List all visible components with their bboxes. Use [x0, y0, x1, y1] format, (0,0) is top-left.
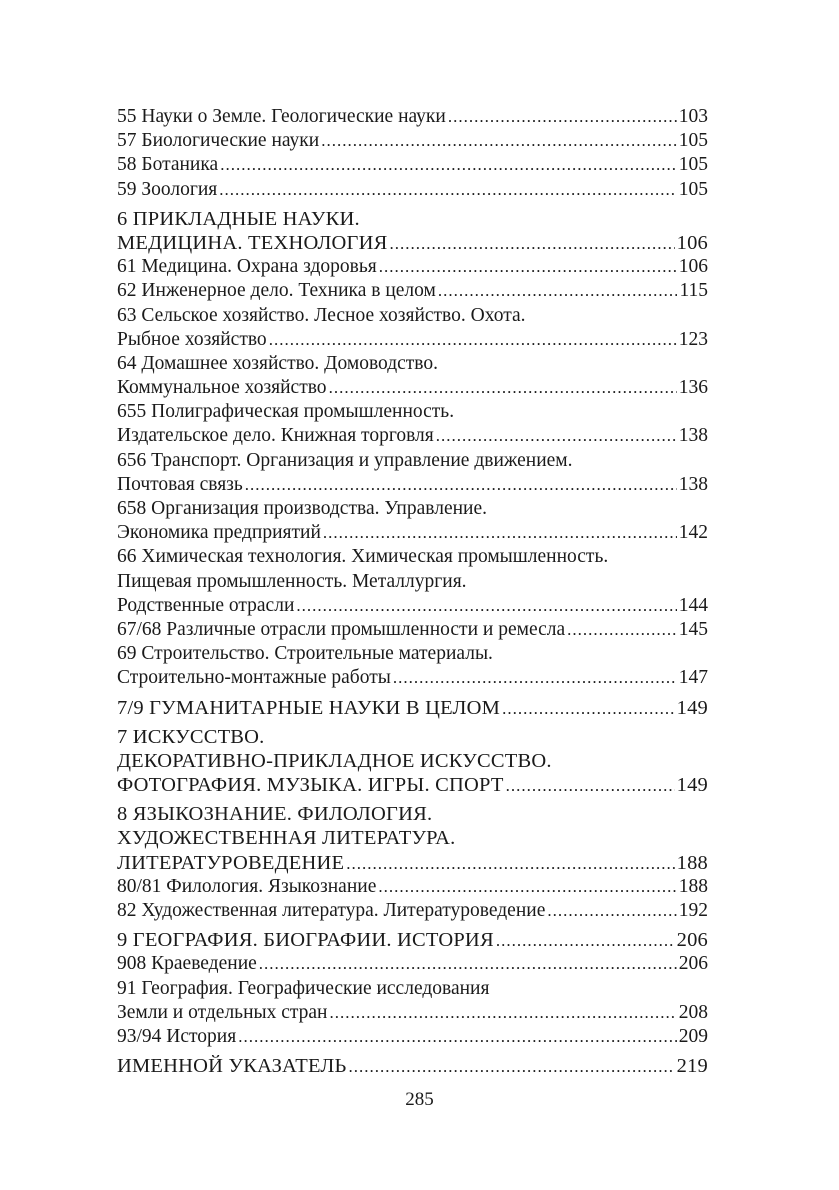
toc-entry-line — [117, 642, 708, 666]
toc-entry-line — [117, 618, 708, 642]
toc-section-line — [117, 802, 708, 826]
toc-entry-title: 658 Организация производства. Управление. — [117, 498, 488, 519]
toc-page-number: 105 — [678, 178, 708, 200]
toc-entry-title: 656 Транспорт. Организация и управление движением. — [117, 449, 573, 471]
toc-page-number: 106 — [678, 256, 708, 278]
toc-entry-title: 7/9 ГУМАНИТАРНЫЕ НАУКИ В ЦЕЛОМ — [117, 696, 501, 719]
toc-entry-title: Почтовая связь — [117, 473, 243, 495]
dot-leader — [349, 1055, 675, 1079]
toc-section-line — [117, 231, 708, 255]
toc-entry-title: 80/81 Филология. Языкознание — [117, 875, 377, 897]
page-number: 285 — [405, 1089, 434, 1110]
dot-leader — [219, 178, 676, 202]
toc-entry-line — [117, 899, 708, 923]
toc-page-number: 149 — [676, 696, 708, 719]
toc-entry-line — [117, 129, 708, 153]
toc-entry-line — [117, 352, 708, 376]
toc-page-number: 192 — [678, 900, 708, 921]
toc-entry-line — [117, 977, 708, 1001]
toc-entry-title: ИМЕННОЙ УКАЗАТЕЛЬ — [117, 1055, 347, 1078]
toc-entry-line — [117, 570, 708, 594]
toc-entry-line — [117, 449, 708, 473]
toc-section-line — [117, 1054, 708, 1078]
toc-page-number: 106 — [676, 231, 708, 254]
toc-entry-line — [117, 1001, 708, 1025]
toc-entry-line — [117, 875, 708, 899]
dot-leader — [379, 255, 677, 279]
toc-entry-title: 82 Художественная литература. Литературоведение — [117, 900, 546, 921]
dot-leader — [448, 105, 677, 129]
toc-entry-line — [117, 594, 708, 618]
dot-leader — [245, 473, 677, 497]
toc-entry-title: 908 Краеведение — [117, 953, 257, 975]
toc-section-line — [117, 851, 708, 875]
toc-page-number: 219 — [676, 1055, 708, 1078]
toc-entry-line — [117, 473, 708, 497]
dot-leader — [296, 594, 676, 618]
toc-page-number: 188 — [676, 851, 708, 874]
toc-entry-title: 93/94 История — [117, 1025, 237, 1047]
dot-leader — [269, 328, 677, 352]
toc-entry-title: 57 Биологические науки — [117, 130, 320, 152]
toc-section-line — [117, 207, 708, 231]
toc-page-number: 105 — [678, 154, 708, 176]
dot-leader — [567, 618, 677, 642]
dot-leader — [506, 774, 675, 798]
toc-page-number: 105 — [678, 130, 708, 152]
toc-entry-title: 58 Ботаника — [117, 154, 219, 176]
table-of-contents — [117, 105, 708, 1078]
dot-leader — [547, 899, 676, 923]
toc-entry-title: 91 География. Географические исследования — [117, 977, 490, 999]
toc-section-line — [117, 928, 708, 952]
toc-entry-line — [117, 304, 708, 328]
toc-entry-line — [117, 328, 708, 352]
toc-entry-title: 55 Науки о Земле. Геологические науки — [117, 106, 446, 127]
toc-entry-title: Земли и отдельных стран — [117, 1001, 328, 1023]
toc-section-line — [117, 696, 708, 720]
toc-page-number: 144 — [678, 594, 708, 616]
toc-page-number: 145 — [678, 618, 708, 640]
toc-entry-title: Родственные отрасли — [117, 594, 295, 616]
dot-leader — [330, 1001, 677, 1025]
toc-entry-line — [117, 255, 708, 279]
toc-entry-title: Коммунальное хозяйство — [117, 377, 327, 399]
dot-leader — [393, 666, 677, 690]
dot-leader — [438, 279, 678, 303]
dot-leader — [329, 376, 677, 400]
toc-entry-line — [117, 105, 708, 129]
toc-entry-title: 61 Медицина. Охрана здоровья — [117, 256, 377, 278]
toc-entry-title: 8 ЯЗЫКОЗНАНИЕ. ФИЛОЛОГИЯ. — [117, 803, 433, 826]
dot-leader — [436, 424, 677, 448]
toc-entry-line — [117, 521, 708, 545]
toc-entry-line — [117, 666, 708, 690]
toc-entry-title: 64 Домашнее хозяйство. Домоводство. — [117, 352, 438, 374]
toc-entry-line — [117, 952, 708, 976]
toc-page-number: 115 — [679, 280, 708, 302]
dot-leader — [238, 1025, 677, 1049]
toc-entry-title: 9 ГЕОГРАФИЯ. БИОГРАФИИ. ИСТОРИЯ — [117, 929, 494, 952]
toc-section-line — [117, 749, 708, 773]
toc-entry-line — [117, 153, 708, 177]
dot-leader — [496, 929, 675, 953]
toc-section-line — [117, 725, 708, 749]
dot-leader — [378, 875, 676, 899]
toc-entry-line — [117, 1025, 708, 1049]
toc-page-number: 147 — [678, 667, 708, 689]
toc-page-number: 206 — [676, 929, 708, 952]
toc-entry-line — [117, 279, 708, 303]
toc-page-number: 206 — [678, 953, 708, 975]
toc-entry-title: 69 Строительство. Строительные материалы. — [117, 643, 493, 665]
dot-leader — [323, 521, 677, 545]
toc-page-number: 209 — [678, 1025, 708, 1047]
toc-page-number: 103 — [678, 106, 708, 127]
toc-entry-title: ФОТОГРАФИЯ. МУЗЫКА. ИГРЫ. СПОРТ — [117, 774, 504, 797]
toc-entry-title: 59 Зоология — [117, 178, 218, 200]
toc-page-number: 149 — [676, 774, 708, 797]
toc-entry-title: 66 Химическая технология. Химическая промышленность. — [117, 546, 609, 568]
toc-page-number: 188 — [678, 875, 708, 897]
toc-entry-title: Рыбное хозяйство — [117, 328, 267, 350]
toc-entry-title: 62 Инженерное дело. Техника в целом — [117, 280, 436, 302]
toc-page-number: 142 — [678, 522, 708, 544]
dot-leader — [259, 952, 677, 976]
toc-page-number: 138 — [678, 425, 708, 447]
toc-entry-title: Строительно-монтажные работы — [117, 667, 391, 689]
toc-entry-line — [117, 545, 708, 569]
toc-entry-title: 655 Полиграфическая промышленность. — [117, 401, 455, 423]
dot-leader — [389, 232, 674, 256]
toc-entry-title: 6 ПРИКЛАДНЫЕ НАУКИ. — [117, 207, 360, 230]
toc-entry-title: 63 Сельское хозяйство. Лесное хозяйство. Охота. — [117, 304, 526, 326]
toc-entry-title: Экономика предприятий — [117, 522, 321, 544]
toc-entry-line — [117, 497, 708, 521]
toc-entry-title: ХУДОЖЕСТВЕННАЯ ЛИТЕРАТУРА. — [117, 827, 456, 850]
dot-leader — [502, 697, 675, 721]
toc-entry-line — [117, 400, 708, 424]
dot-leader — [220, 153, 677, 177]
toc-entry-line — [117, 178, 708, 202]
toc-page-number: 123 — [678, 328, 708, 350]
toc-section-line — [117, 826, 708, 850]
toc-page-number: 208 — [678, 1001, 708, 1023]
dot-leader — [321, 129, 677, 153]
toc-entry-title: ЛИТЕРАТУРОВЕДЕНИЕ — [117, 851, 345, 874]
toc-entry-line — [117, 424, 708, 448]
toc-page-number: 138 — [678, 473, 708, 495]
toc-entry-title: 67/68 Различные отрасли промышленности и ремесла — [117, 618, 566, 640]
toc-page-number: 136 — [678, 377, 708, 399]
toc-entry-title: Пищевая промышленность. Металлургия. — [117, 570, 467, 592]
toc-entry-title: МЕДИЦИНА. ТЕХНОЛОГИЯ — [117, 231, 388, 254]
toc-entry-title: ДЕКОРАТИВНО-ПРИКЛАДНОЕ ИСКУССТВО. — [117, 749, 552, 772]
toc-entry-title: 7 ИСКУССТВО. — [117, 725, 265, 748]
toc-section-line — [117, 773, 708, 797]
toc-entry-title: Издательское дело. Книжная торговля — [117, 425, 434, 447]
toc-entry-line — [117, 376, 708, 400]
dot-leader — [346, 852, 674, 876]
